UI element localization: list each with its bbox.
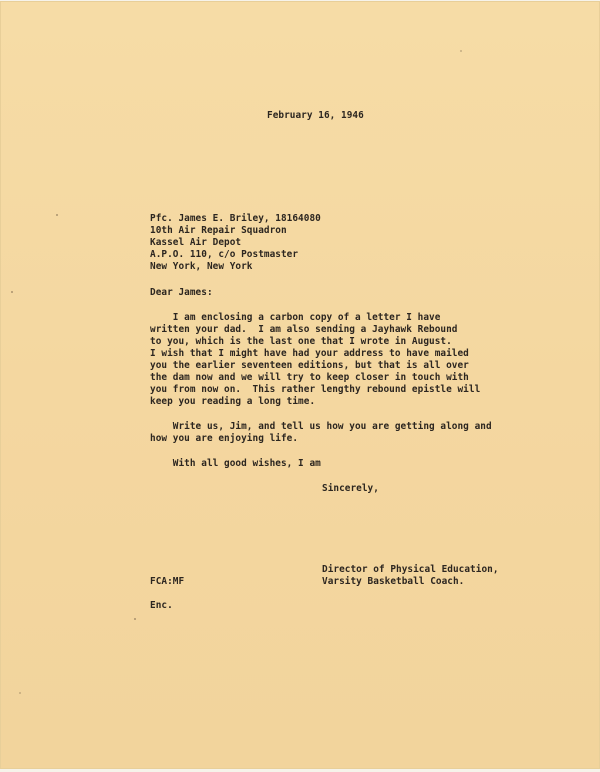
paper-speck — [11, 291, 13, 293]
paragraph-line: you from now on. This rather lengthy rebound epistle will — [150, 384, 481, 395]
address-line: 10th Air Repair Squadron — [150, 225, 287, 236]
address-line: Pfc. James E. Briley, 18164080 — [150, 213, 321, 224]
salutation: Dear James: — [150, 287, 213, 298]
address-line: A.P.O. 110, c/o Postmaster — [150, 249, 299, 260]
signature-title-line: Varsity Basketball Coach. — [322, 576, 465, 587]
paragraph-line: I wish that I might have had your address to have mailed — [150, 348, 469, 359]
paper-speck — [134, 618, 136, 620]
body-paragraph-3: With all good wishes, I am — [150, 458, 321, 469]
typist-initials: FCA:MF — [150, 576, 185, 587]
closing: Sincerely, — [322, 483, 379, 494]
enclosure-note: Enc. — [150, 600, 173, 611]
letter-page — [1, 2, 599, 768]
paragraph-line: the dam now and we will try to keep closer in touch with — [150, 372, 469, 383]
paragraph-line: how you are enjoying life. — [150, 433, 299, 444]
paragraph-line: Write us, Jim, and tell us how you are getting along and — [150, 421, 492, 432]
paper-speck — [56, 214, 58, 216]
signature-title-line: Director of Physical Education, — [322, 564, 499, 575]
address-line: New York, New York — [150, 261, 253, 272]
paragraph-line: I am enclosing a carbon copy of a letter I have — [150, 312, 441, 323]
letter-date: February 16, 1946 — [267, 110, 364, 121]
paragraph-line: written your dad. I am also sending a Jayhawk Rebound — [150, 324, 458, 335]
paragraph-line: you the earlier seventeen editions, but that is all over — [150, 360, 469, 371]
paragraph-line: keep you reading a long time. — [150, 396, 316, 407]
paragraph-line: to you, which is the last one that I wrote in August. — [150, 336, 452, 347]
address-line: Kassel Air Depot — [150, 237, 242, 248]
paper-speck — [460, 50, 462, 52]
paper-speck — [19, 692, 21, 694]
